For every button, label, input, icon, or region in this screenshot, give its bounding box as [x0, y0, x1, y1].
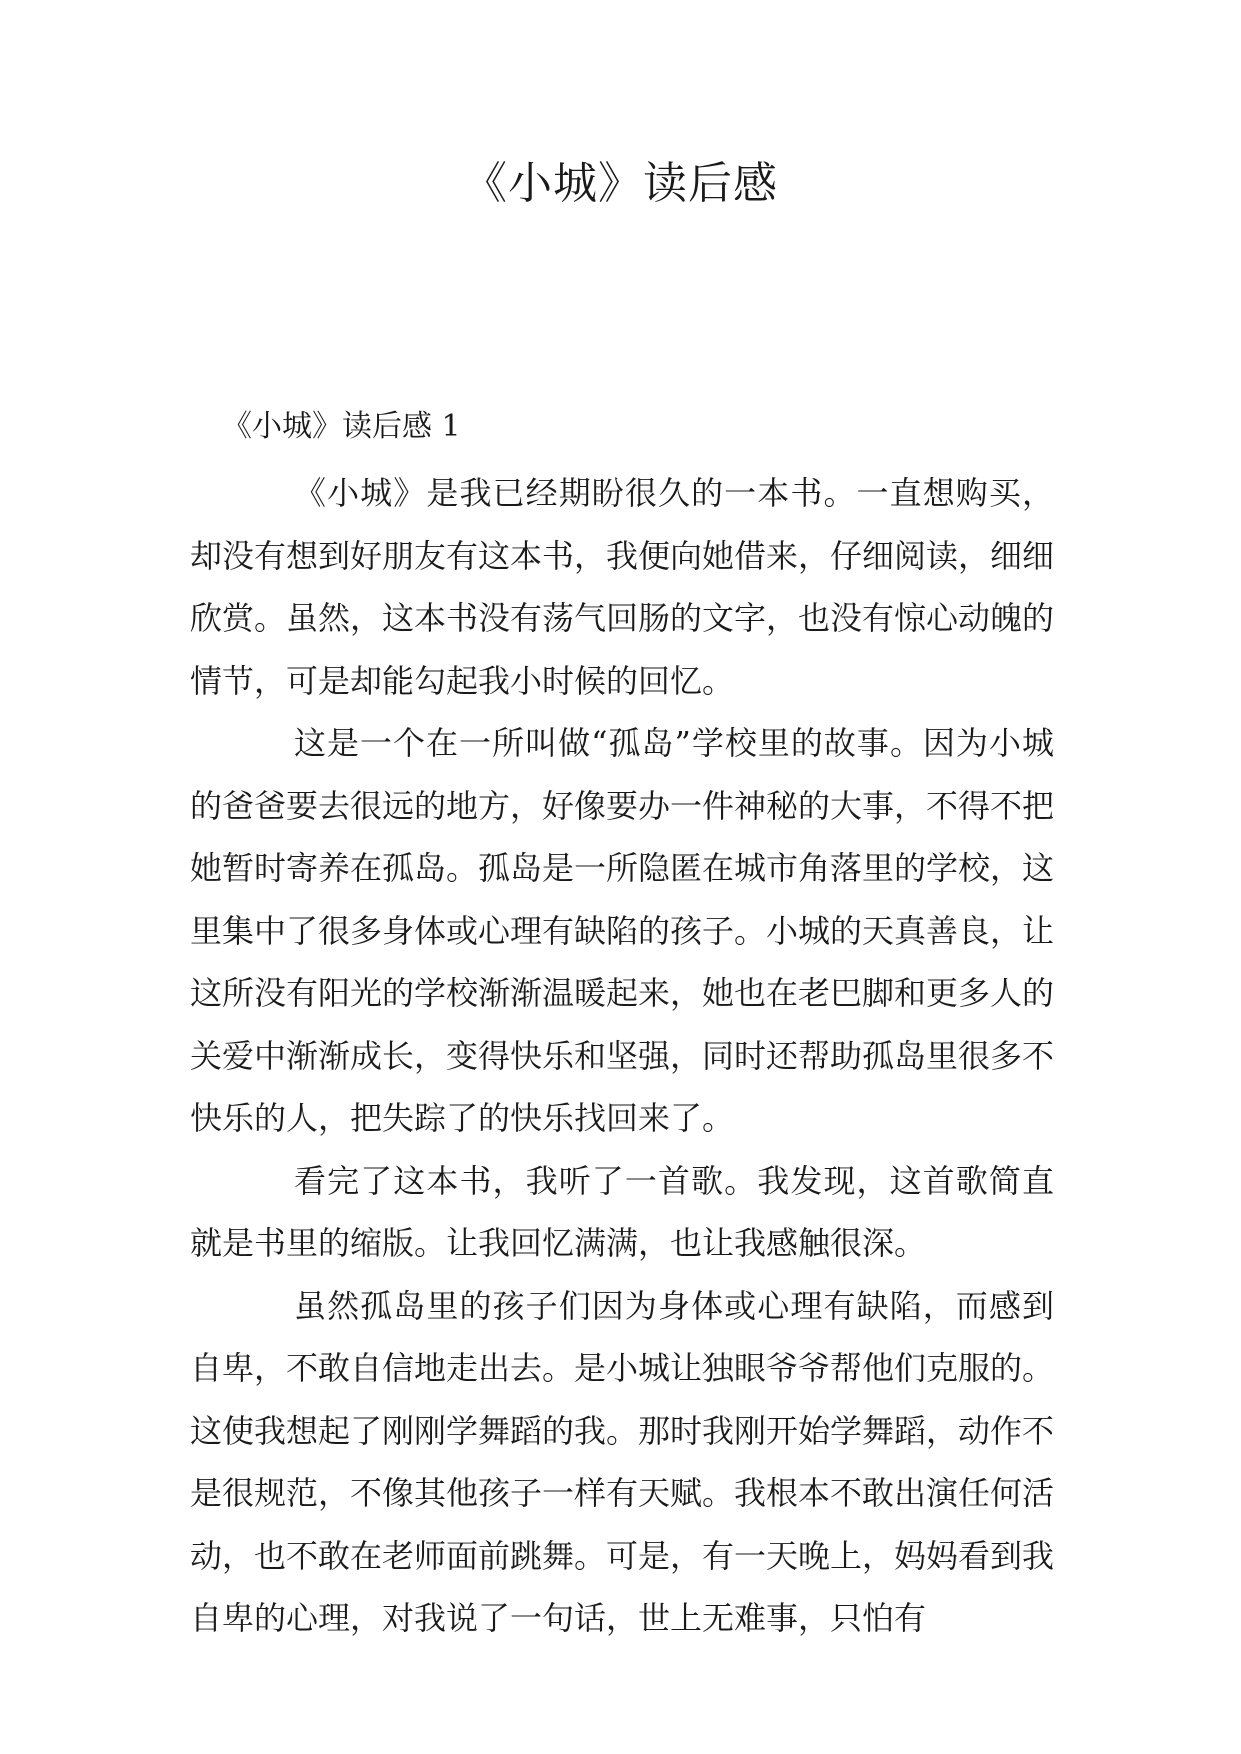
body-text	[190, 462, 1054, 1650]
paragraph-2: 这是一个在一所叫做“孤岛”学校里的故事。因为小城的爸爸要去很远的地方，好像要办一件神秘的大事，不得不把她暂时寄养在孤岛。孤岛是一所隐匿在城市角落里的学校，这里集中了很多身体或心理有缺陷的孩子。小城的天真善良，让这所没有阳光的学校渐渐温暖起来，她也在老巴脚和更多人的关爱中渐渐成长，变得快乐和坚强，同时还帮助孤岛里很多不快乐的人，把失踪了的快乐找回来了。	[190, 724, 1055, 1137]
paragraph-4: 虽然孤岛里的孩子们因为身体或心理有缺陷，而感到自卑，不敢自信地走出去。是小城让独眼爷爷帮他们克服的。这使我想起了刚刚学舞蹈的我。那时我刚开始学舞蹈，动作不是很规范，不像其他孩子一样有天赋。我根本不敢出演任何活动，也不敢在老师面前跳舞。可是，有一天晚上，妈妈看到我自卑的心理，对我说了一句话，世上无难事，只怕有	[190, 1286, 1055, 1637]
paragraph-1: 《小城》是我已经期盼很久的一本书。一直想购买，却没有想到好朋友有这本书，我便向她借来，仔细阅读，细细欣赏。虽然，这本书没有荡气回肠的文字，也没有惊心动魄的情节，可是却能勾起我小时候的回忆。	[190, 474, 1055, 700]
paragraph-3: 看完了这本书，我听了一首歌。我发现，这首歌简直就是书里的缩版。让我回忆满满，也让我感触很深。	[190, 1161, 1054, 1262]
section-heading: 《小城》读后感 1	[222, 409, 461, 444]
document-title: 《小城》读后感	[463, 158, 778, 209]
